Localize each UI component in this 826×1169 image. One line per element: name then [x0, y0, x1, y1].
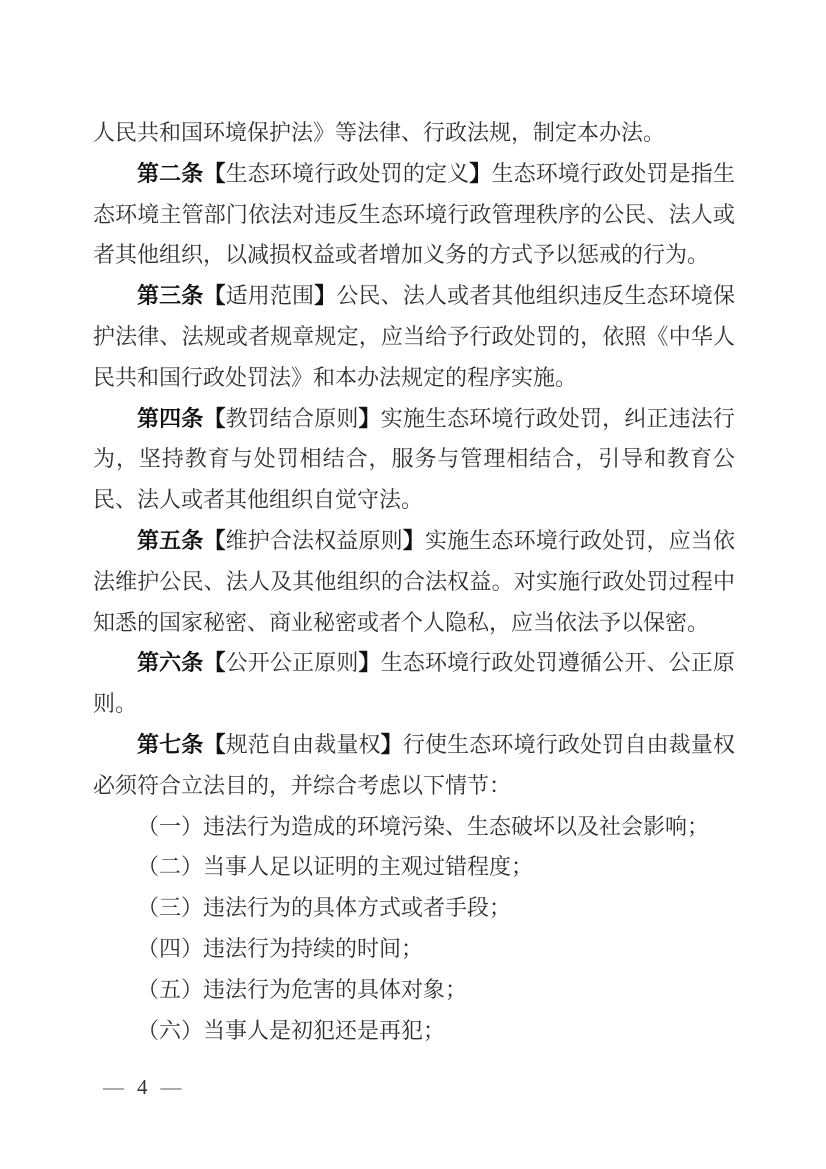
article-body: 行使生态环境行政处罚自由裁量权必须符合立法目的，并综合考虑以下情节： — [93, 731, 735, 798]
paragraph-text: 人民共和国环境保护法》等法律、行政法规，制定本办法。 — [93, 120, 666, 145]
paragraph-text: （三）违法行为的具体方式或者手段； — [137, 895, 512, 921]
document-body-text — [93, 113, 735, 1051]
list-item-paragraph — [93, 929, 735, 970]
paragraph-text: （二）当事人足以证明的主观过错程度； — [137, 854, 534, 880]
article-number: 第七条 — [137, 731, 204, 757]
page-footer — [103, 1075, 182, 1100]
list-item-paragraph — [93, 970, 735, 1011]
article-body: 生态环境行政处罚遵循公开、公正原则。 — [93, 650, 735, 717]
article-body: 实施生态环境行政处罚，纠正违法行为，坚持教育与处罚相结合，服务与管理相结合，引导和教育公民、法人或者其他组织自觉守法。 — [93, 405, 735, 513]
article-number: 第五条 — [137, 527, 204, 553]
article-paragraph — [93, 276, 735, 398]
bracket-open: 【 — [203, 731, 226, 757]
article-title: 生态环境行政处罚的定义 — [225, 160, 470, 186]
bracket-open: 【 — [203, 283, 226, 309]
list-item-paragraph — [93, 847, 735, 888]
list-item-paragraph — [93, 807, 735, 848]
article-paragraph — [93, 154, 735, 276]
bracket-close: 】 — [314, 283, 337, 309]
article-number: 第三条 — [137, 283, 204, 309]
continuation-paragraph — [93, 113, 735, 154]
list-item-paragraph — [93, 888, 735, 929]
bracket-open: 【 — [203, 527, 226, 553]
article-title: 规范自由裁量权 — [225, 731, 381, 757]
footer-dash-left: — — [103, 1075, 124, 1099]
list-item-paragraph — [93, 1011, 735, 1052]
paragraph-text: （一）违法行为造成的环境污染、生态破坏以及社会影响； — [137, 813, 710, 839]
article-title: 公开公正原则 — [225, 650, 359, 676]
bracket-open: 【 — [203, 160, 226, 186]
page-number: 4 — [137, 1075, 148, 1099]
bracket-close: 】 — [358, 650, 381, 676]
bracket-open: 【 — [203, 650, 226, 676]
bracket-close: 】 — [380, 731, 403, 757]
article-paragraph — [93, 521, 735, 643]
bracket-close: 】 — [469, 160, 492, 186]
paragraph-text: （四）违法行为持续的时间； — [137, 935, 424, 961]
article-paragraph — [93, 643, 735, 725]
article-paragraph — [93, 399, 735, 521]
footer-dash-right: — — [160, 1075, 182, 1099]
bracket-close: 】 — [358, 405, 381, 431]
article-body: 生态环境行政处罚是指生态环境主管部门依法对违反生态环境行政管理秩序的公民、法人或者其他组织，以减损权益或者增加义务的方式予以惩戒的行为。 — [93, 160, 735, 268]
article-body: 实施生态环境行政处罚，应当依法维护公民、法人及其他组织的合法权益。对实施行政处罚过程中知悉的国家秘密、商业秘密或者个人隐私，应当依法予以保密。 — [93, 527, 735, 635]
article-number: 第四条 — [137, 405, 204, 431]
article-title: 适用范围 — [225, 283, 315, 309]
article-title: 维护合法权益原则 — [225, 527, 403, 553]
bracket-close: 】 — [402, 527, 425, 553]
article-body: 公民、法人或者其他组织违反生态环境保护法律、法规或者规章规定，应当给予行政处罚的，依照《中华人民共和国行政处罚法》和本办法规定的程序实施。 — [93, 283, 735, 390]
article-title: 教罚结合原则 — [225, 405, 359, 431]
article-paragraph — [93, 725, 735, 807]
article-number: 第六条 — [137, 650, 204, 676]
paragraph-text: （五）违法行为危害的具体对象； — [137, 976, 468, 1002]
bracket-open: 【 — [203, 405, 226, 431]
article-number: 第二条 — [137, 160, 204, 186]
paragraph-text: （六）当事人是初犯还是再犯； — [137, 1017, 446, 1043]
